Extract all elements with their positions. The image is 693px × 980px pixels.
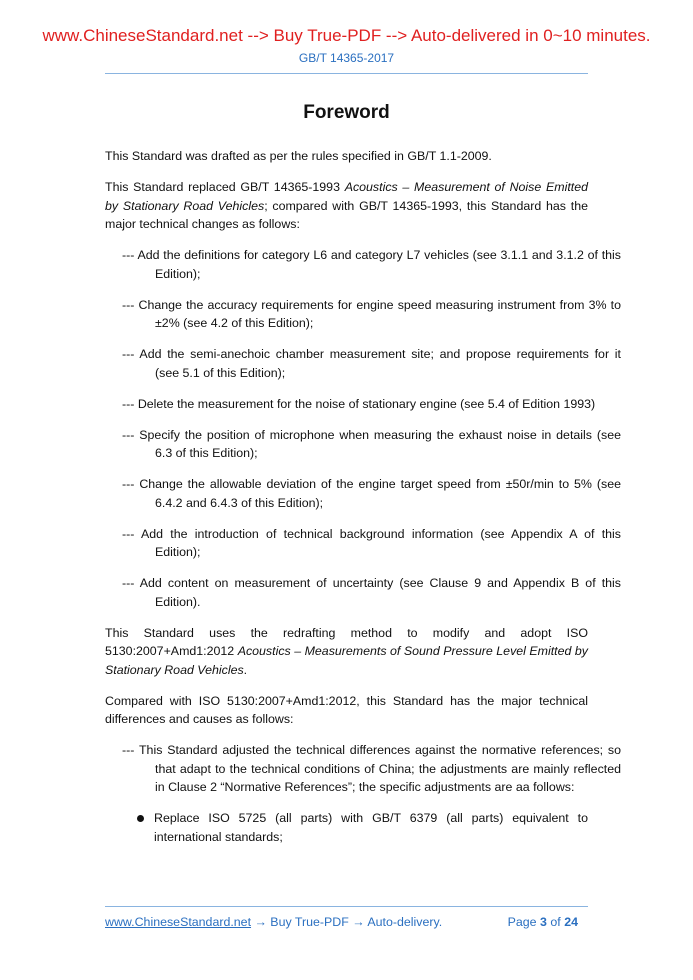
paragraph-differences: Compared with ISO 5130:2007+Amd1:2012, this Standard has the major technical differences and causes as follows: — [105, 693, 588, 726]
page-number — [508, 915, 578, 929]
page-total: 24 — [564, 915, 578, 929]
paragraph-adoption-text-a: This Standard uses the redrafting method to modify and adopt ISO 5130:2007+Amd1:2012 — [105, 625, 588, 658]
page-of-label: of — [550, 915, 561, 929]
change-item: --- Change the accuracy requirements for engine speed measuring instrument from 3% to ±2% (see 4.2 of this Edition); — [122, 297, 621, 330]
header-divider — [105, 73, 588, 74]
paragraph-adoption — [105, 624, 588, 680]
paragraph-replaced-text-a: This Standard replaced GB/T 14365-1993 — [105, 180, 345, 194]
paragraph-adoption-title: Acoustics – Measurements of Sound Pressure Level Emitted by Stationary Road Vehicles — [105, 644, 588, 677]
difference-item: --- This Standard adjusted the technical differences against the normative references; so that adapt to the technical conditions of China; the adjustments are mainly reflected in Clause 2 “Normative References”; the specific adjustments are aa follows: — [122, 743, 621, 794]
change-item: --- Change the allowable deviation of the engine target speed from ±50r/min to 5% (see 6.4.2 and 6.4.3 of this Edition); — [122, 477, 621, 510]
bullet-dot-icon — [137, 815, 144, 822]
paragraph-replaced-title: Acoustics – Measurement of Noise Emitted by Stationary Road Vehicles — [105, 180, 588, 213]
paragraph-adoption-text-c: . — [243, 662, 248, 677]
change-item: --- Add content on measurement of uncertainty (see Clause 9 and Appendix B of this Edition). — [122, 576, 621, 609]
change-item: --- Specify the position of microphone when measuring the exhaust noise in details (see 6.3 of this Edition); — [122, 427, 621, 460]
footer-divider — [105, 906, 588, 907]
change-item: --- Add the semi-anechoic chamber measurement site; and propose requirements for it (see 5.1 of this Edition); — [122, 347, 621, 380]
footer-link[interactable]: www.ChineseStandard.net — [105, 915, 252, 929]
document-body — [105, 147, 621, 846]
top-banner: www.ChineseStandard.net --> Buy True-PDF --> Auto-delivered in 0~10 minutes. — [42, 26, 651, 45]
bullet-text: Replace ISO 5725 (all parts) with GB/T 6379 (all parts) equivalent to international standards; — [154, 811, 588, 844]
paragraph-drafting: This Standard was drafted as per the rules specified in GB/T 1.1-2009. — [105, 149, 492, 163]
paragraph-replaced-text-c: ; compared with GB/T 14365-1993, this Standard has the major technical changes as follows: — [105, 198, 588, 231]
footer — [105, 915, 588, 929]
standard-number: GB/T 14365-2017 — [298, 51, 395, 65]
page-label: Page — [507, 915, 537, 929]
change-item: --- Add the introduction of technical background information (see Appendix A of this Edition); — [122, 526, 621, 559]
change-item: --- Delete the measurement for the noise of stationary engine (see 5.4 of Edition 1993) — [122, 396, 596, 411]
paragraph-replaced — [105, 178, 588, 234]
page-title: Foreword — [303, 102, 390, 123]
bullet-item — [137, 809, 588, 846]
footer-tagline: → Buy True-PDF → Auto-delivery. — [251, 915, 443, 929]
page-current: 3 — [540, 915, 547, 929]
change-item: --- Add the definitions for category L6 and category L7 vehicles (see 3.1.1 and 3.1.2 of this Edition); — [122, 248, 621, 281]
